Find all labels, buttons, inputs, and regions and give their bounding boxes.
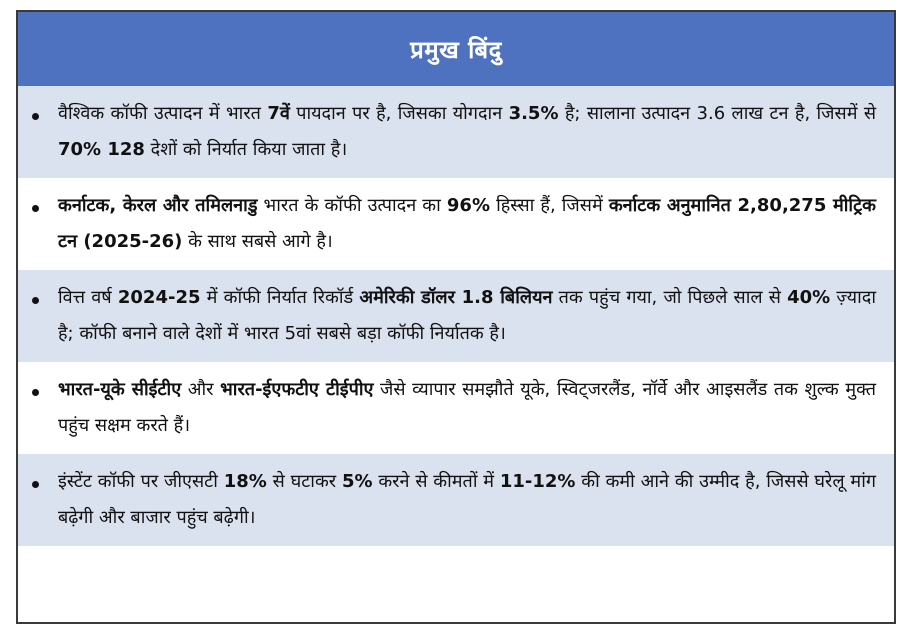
body-text: और xyxy=(181,379,221,400)
body-text: हिस्सा हैं, जिसमें xyxy=(489,195,609,216)
bullet-icon xyxy=(32,205,39,212)
highlight-text: 18% xyxy=(223,471,267,492)
body-text: वित्त वर्ष xyxy=(58,287,118,308)
highlight-text: कर्नाटक, केरल और तमिलनाडु xyxy=(58,195,258,216)
body-text: में कॉफी निर्यात रिकॉर्ड xyxy=(200,287,360,308)
highlight-text: 3.5% xyxy=(508,103,559,124)
key-points-card xyxy=(16,10,896,624)
highlight-text: 11-12% xyxy=(499,471,576,492)
body-text: ज़्यादा है; कॉफी बनाने वाले देशों में भारत 5वां सबसे बड़ा कॉफी निर्यातक है। xyxy=(58,287,876,344)
card-title: प्रमुख बिंदु xyxy=(410,35,502,64)
highlight-text: अमेरिकी डॉलर 1.8 बिलियन xyxy=(359,287,553,308)
body-text: से घटाकर xyxy=(266,471,342,492)
list-item-text xyxy=(58,379,876,436)
highlight-text: 70% 128 xyxy=(58,139,145,160)
highlight-text: भारत-ईएफटीए टीईपीए xyxy=(220,379,374,400)
list-item-text xyxy=(58,103,876,160)
highlight-text: कर्नाटक अनुमानित 2,80,275 मीट्रिक टन (2025-26) xyxy=(58,195,876,252)
list-item xyxy=(18,454,894,546)
list-item xyxy=(18,362,894,454)
key-points-list xyxy=(18,86,894,546)
body-text: तक पहुंच गया, जो पिछले साल से xyxy=(552,287,788,308)
body-text: देशों को निर्यात किया जाता है। xyxy=(144,139,348,160)
list-item-text xyxy=(58,195,876,252)
body-text: जैसे व्यापार समझौते यूके, स्विट्जरलैंड, नॉर्वे और आइसलैंड तक शुल्क मुक्त पहुंच सक्षम करते हैं। xyxy=(58,379,876,436)
list-item-text xyxy=(58,471,876,528)
highlight-text: 5% xyxy=(341,471,373,492)
body-text: भारत के कॉफी उत्पादन का xyxy=(257,195,447,216)
list-item xyxy=(18,270,894,362)
bullet-icon xyxy=(32,389,39,396)
highlight-text: 7वें xyxy=(267,103,290,124)
body-text: करने से कीमतों में xyxy=(372,471,500,492)
list-item-text xyxy=(58,287,876,344)
highlight-text: 40% xyxy=(787,287,831,308)
body-text: पायदान पर है, जिसका योगदान xyxy=(289,103,509,124)
card-header xyxy=(18,12,894,86)
bullet-icon xyxy=(32,481,39,488)
bullet-icon xyxy=(32,113,39,120)
highlight-text: 2024-25 xyxy=(117,287,201,308)
bullet-icon xyxy=(32,297,39,304)
body-text: वैश्विक कॉफी उत्पादन में भारत xyxy=(58,103,268,124)
highlight-text: भारत-यूके सीईटीए xyxy=(58,379,182,400)
list-item xyxy=(18,178,894,270)
body-text: इंस्टेंट कॉफी पर जीएसटी xyxy=(58,471,224,492)
body-text: के साथ सबसे आगे है। xyxy=(182,231,333,252)
body-text: की कमी आने की उम्मीद है, जिससे घरेलू मांग बढ़ेगी और बाजार पहुंच बढ़ेगी। xyxy=(58,471,876,528)
list-item xyxy=(18,86,894,178)
body-text: है; सालाना उत्पादन 3.6 लाख टन है, जिसमें से xyxy=(558,103,877,124)
highlight-text: 96% xyxy=(446,195,490,216)
